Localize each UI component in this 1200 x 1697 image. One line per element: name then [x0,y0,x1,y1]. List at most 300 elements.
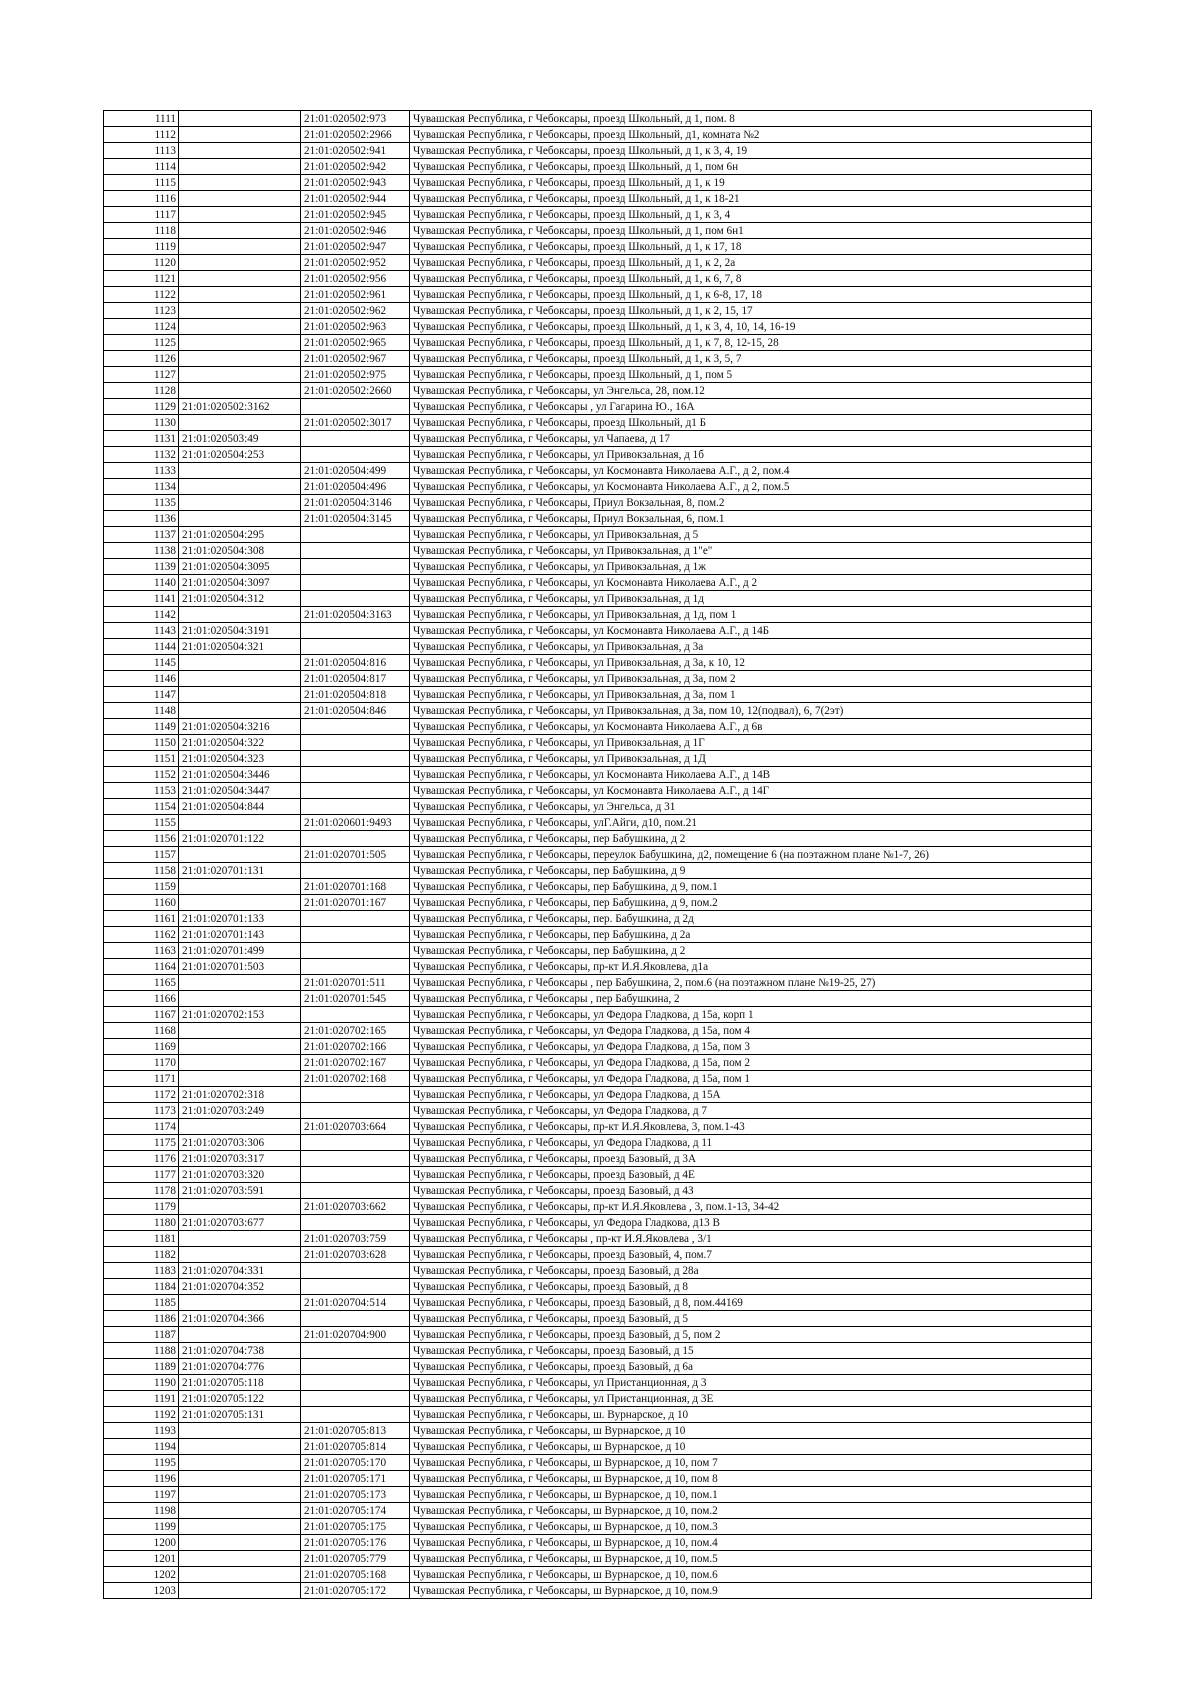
row-number-cell: 1202 [104,1567,179,1583]
premises-cadastral-number-cell: 21:01:020705:814 [301,1439,410,1455]
row-number-cell: 1177 [104,1167,179,1183]
table-row [104,1535,1092,1551]
address-cell: Чувашская Республика, г Чебоксары, проезд Школьный, д 1, пом 6н [410,159,1092,175]
land-cadastral-number-cell: 21:01:020703:677 [179,1215,301,1231]
row-number-cell: 1116 [104,191,179,207]
land-cadastral-number-cell [179,1071,301,1087]
land-cadastral-number-cell: 21:01:020704:331 [179,1263,301,1279]
address-cell: Чувашская Республика, г Чебоксары, проезд Базовый, 4, пом.7 [410,1247,1092,1263]
row-number-cell: 1189 [104,1359,179,1375]
land-cadastral-number-cell: 21:01:020504:253 [179,447,301,463]
address-cell: Чувашская Республика, г Чебоксары, ул Федора Гладкова, д 15а, пом 4 [410,1023,1092,1039]
address-cell: Чувашская Республика, г Чебоксары, ул Привокзальная, д 1ж [410,559,1092,575]
address-cell: Чувашская Республика, г Чебоксары, пер Бабушкина, д 2 [410,831,1092,847]
address-cell: Чувашская Республика, г Чебоксары, ш. Вурнарское, д 10 [410,1407,1092,1423]
table-row [104,911,1092,927]
premises-cadastral-number-cell: 21:01:020502:2660 [301,383,410,399]
premises-cadastral-number-cell [301,447,410,463]
table-row [104,767,1092,783]
row-number-cell: 1180 [104,1215,179,1231]
premises-cadastral-number-cell [301,431,410,447]
row-number-cell: 1143 [104,623,179,639]
premises-cadastral-number-cell: 21:01:020703:628 [301,1247,410,1263]
address-cell: Чувашская Республика, г Чебоксары, ул Федора Гладкова, д 15а, корп 1 [410,1007,1092,1023]
premises-cadastral-number-cell: 21:01:020502:945 [301,207,410,223]
address-cell: Чувашская Республика, г Чебоксары, ул Привокзальная, д 3а, пом 2 [410,671,1092,687]
address-cell: Чувашская Республика, г Чебоксары, проезд Школьный, д 1, к 3, 4, 10, 14, 16-19 [410,319,1092,335]
land-cadastral-number-cell [179,687,301,703]
land-cadastral-number-cell [179,159,301,175]
row-number-cell: 1134 [104,479,179,495]
land-cadastral-number-cell [179,1535,301,1551]
table-row [104,671,1092,687]
table-row [104,703,1092,719]
address-cell: Чувашская Республика, г Чебоксары, ул Федора Гладкова, д 15а, пом 2 [410,1055,1092,1071]
table-row [104,1167,1092,1183]
row-number-cell: 1150 [104,735,179,751]
table-row [104,991,1092,1007]
table-row [104,191,1092,207]
table-row [104,1359,1092,1375]
table-row [104,383,1092,399]
address-cell: Чувашская Республика, г Чебоксары, проезд Базовый, д 4Е [410,1167,1092,1183]
address-cell: Чувашская Республика, г Чебоксары, ул Привокзальная, д 1Г [410,735,1092,751]
premises-cadastral-number-cell: 21:01:020705:175 [301,1519,410,1535]
table-row [104,527,1092,543]
table-row [104,1055,1092,1071]
address-cell: Чувашская Республика, г Чебоксары, проезд Базовый, д 3А [410,1151,1092,1167]
address-cell: Чувашская Республика, г Чебоксары, ул Космонавта Николаева А.Г., д 14В [410,767,1092,783]
table-row [104,223,1092,239]
row-number-cell: 1111 [104,111,179,127]
premises-cadastral-number-cell: 21:01:020705:171 [301,1471,410,1487]
table-row [104,575,1092,591]
address-cell: Чувашская Республика, г Чебоксары, ш Вурнарское, д 10, пом.3 [410,1519,1092,1535]
premises-cadastral-number-cell: 21:01:020502:965 [301,335,410,351]
premises-cadastral-number-cell: 21:01:020701:545 [301,991,410,1007]
address-cell: Чувашская Республика, г Чебоксары, проезд Школьный, д 1, к 6, 7, 8 [410,271,1092,287]
premises-cadastral-number-cell: 21:01:020701:168 [301,879,410,895]
premises-cadastral-number-cell: 21:01:020502:956 [301,271,410,287]
row-number-cell: 1131 [104,431,179,447]
address-cell: Чувашская Республика, г Чебоксары, ш Вурнарское, д 10 [410,1439,1092,1455]
address-cell: Чувашская Республика, г Чебоксары, пер Бабушкина, д 9, пом.2 [410,895,1092,911]
row-number-cell: 1178 [104,1183,179,1199]
row-number-cell: 1201 [104,1551,179,1567]
land-cadastral-number-cell: 21:01:020504:3191 [179,623,301,639]
row-number-cell: 1166 [104,991,179,1007]
land-cadastral-number-cell: 21:01:020705:122 [179,1391,301,1407]
premises-cadastral-number-cell [301,831,410,847]
row-number-cell: 1159 [104,879,179,895]
row-number-cell: 1120 [104,255,179,271]
land-cadastral-number-cell [179,655,301,671]
land-cadastral-number-cell: 21:01:020701:131 [179,863,301,879]
row-number-cell: 1185 [104,1295,179,1311]
premises-cadastral-number-cell [301,543,410,559]
premises-cadastral-number-cell: 21:01:020502:973 [301,111,410,127]
premises-cadastral-number-cell: 21:01:020701:505 [301,847,410,863]
premises-cadastral-number-cell: 21:01:020705:170 [301,1455,410,1471]
address-cell: Чувашская Республика, г Чебоксары, ул Космонавта Николаева А.Г., д 2, пом.4 [410,463,1092,479]
land-cadastral-number-cell [179,511,301,527]
address-cell: Чувашская Республика, г Чебоксары, ул Пристанционная, д 3Е [410,1391,1092,1407]
row-number-cell: 1126 [104,351,179,367]
row-number-cell: 1191 [104,1391,179,1407]
premises-cadastral-number-cell: 21:01:020502:963 [301,319,410,335]
premises-cadastral-number-cell: 21:01:020502:944 [301,191,410,207]
table-row [104,847,1092,863]
table-row [104,1487,1092,1503]
row-number-cell: 1193 [104,1423,179,1439]
row-number-cell: 1144 [104,639,179,655]
land-cadastral-number-cell [179,271,301,287]
land-cadastral-number-cell [179,1455,301,1471]
address-cell: Чувашская Республика, г Чебоксары, ул Космонавта Николаева А.Г., д 14Б [410,623,1092,639]
table-row [104,1471,1092,1487]
table-row [104,543,1092,559]
row-number-cell: 1171 [104,1071,179,1087]
land-cadastral-number-cell [179,207,301,223]
land-cadastral-number-cell [179,1119,301,1135]
table-row [104,495,1092,511]
row-number-cell: 1170 [104,1055,179,1071]
address-cell: Чувашская Республика, г Чебоксары, проезд Базовый, д 28а [410,1263,1092,1279]
address-cell: Чувашская Республика, г Чебоксары, проезд Школьный, д 1, к 7, 8, 12-15, 28 [410,335,1092,351]
address-cell: Чувашская Республика, г Чебоксары, ул Космонавта Николаева А.Г., д 2 [410,575,1092,591]
land-cadastral-number-cell [179,255,301,271]
table-row [104,1583,1092,1599]
land-cadastral-number-cell [179,351,301,367]
address-cell: Чувашская Республика, г Чебоксары , ул Гагарина Ю., 16А [410,399,1092,415]
table-row [104,255,1092,271]
table-row [104,815,1092,831]
land-cadastral-number-cell [179,495,301,511]
table-row [104,335,1092,351]
premises-cadastral-number-cell: 21:01:020705:168 [301,1567,410,1583]
premises-cadastral-number-cell: 21:01:020504:817 [301,671,410,687]
address-cell: Чувашская Республика, г Чебоксары, пер Бабушкина, д 9, пом.1 [410,879,1092,895]
address-cell: Чувашская Республика, г Чебоксары, ул Привокзальная, д 1д [410,591,1092,607]
table-row [104,1215,1092,1231]
table-row [104,175,1092,191]
land-cadastral-number-cell [179,847,301,863]
land-cadastral-number-cell [179,319,301,335]
address-cell: Чувашская Республика, г Чебоксары, проезд Школьный, д 1, пом 5 [410,367,1092,383]
land-cadastral-number-cell [179,287,301,303]
address-cell: Чувашская Республика, г Чебоксары , пр-кт И.Я.Яковлева , 3/1 [410,1231,1092,1247]
land-cadastral-number-cell: 21:01:020701:503 [179,959,301,975]
premises-cadastral-number-cell: 21:01:020504:499 [301,463,410,479]
premises-cadastral-number-cell [301,1263,410,1279]
land-cadastral-number-cell [179,1567,301,1583]
table-row [104,719,1092,735]
table-row [104,1343,1092,1359]
address-cell: Чувашская Республика, г Чебоксары, ш Вурнарское, д 10, пом.1 [410,1487,1092,1503]
premises-cadastral-number-cell [301,799,410,815]
table-row [104,655,1092,671]
row-number-cell: 1137 [104,527,179,543]
premises-cadastral-number-cell: 21:01:020703:759 [301,1231,410,1247]
premises-cadastral-number-cell [301,575,410,591]
premises-cadastral-number-cell: 21:01:020502:967 [301,351,410,367]
address-cell: Чувашская Республика, г Чебоксары, проезд Школьный, д1, комната №2 [410,127,1092,143]
land-cadastral-number-cell: 21:01:020504:321 [179,639,301,655]
premises-cadastral-number-cell: 21:01:020504:3146 [301,495,410,511]
table-row [104,511,1092,527]
land-cadastral-number-cell [179,335,301,351]
address-cell: Чувашская Республика, г Чебоксары, проезд Школьный, д 1, к 3, 5, 7 [410,351,1092,367]
row-number-cell: 1139 [104,559,179,575]
address-cell: Чувашская Республика, г Чебоксары, проезд Школьный, д 1, к 3, 4, 19 [410,143,1092,159]
table-row [104,1439,1092,1455]
land-cadastral-number-cell [179,895,301,911]
premises-cadastral-number-cell [301,1343,410,1359]
table-row [104,1503,1092,1519]
premises-cadastral-number-cell [301,639,410,655]
address-cell: Чувашская Республика, г Чебоксары, проезд Базовый, д 8 [410,1279,1092,1295]
table-row [104,959,1092,975]
land-cadastral-number-cell [179,1055,301,1071]
land-cadastral-number-cell [179,1487,301,1503]
row-number-cell: 1183 [104,1263,179,1279]
premises-cadastral-number-cell: 21:01:020701:511 [301,975,410,991]
land-cadastral-number-cell: 21:01:020701:499 [179,943,301,959]
address-cell: Чувашская Республика, г Чебоксары, проезд Базовый, д 5 [410,1311,1092,1327]
row-number-cell: 1194 [104,1439,179,1455]
address-cell: Чувашская Республика, г Чебоксары, пр-кт И.Я.Яковлева, 3, пом.1-43 [410,1119,1092,1135]
row-number-cell: 1133 [104,463,179,479]
row-number-cell: 1154 [104,799,179,815]
land-cadastral-number-cell [179,367,301,383]
address-cell: Чувашская Республика, г Чебоксары, пер. Бабушкина, д 2д [410,911,1092,927]
row-number-cell: 1198 [104,1503,179,1519]
address-cell: Чувашская Республика, г Чебоксары, проезд Школьный, д 1, к 3, 4 [410,207,1092,223]
land-cadastral-number-cell: 21:01:020704:776 [179,1359,301,1375]
row-number-cell: 1146 [104,671,179,687]
row-number-cell: 1200 [104,1535,179,1551]
table-row [104,623,1092,639]
premises-cadastral-number-cell: 21:01:020502:952 [301,255,410,271]
address-cell: Чувашская Республика, г Чебоксары, ул Космонавта Николаева А.Г., д 14Г [410,783,1092,799]
land-cadastral-number-cell [179,383,301,399]
address-cell: Чувашская Республика, г Чебоксары, ул Привокзальная, д 1"е" [410,543,1092,559]
premises-cadastral-number-cell: 21:01:020704:900 [301,1327,410,1343]
premises-cadastral-number-cell: 21:01:020502:943 [301,175,410,191]
row-number-cell: 1125 [104,335,179,351]
premises-cadastral-number-cell: 21:01:020703:662 [301,1199,410,1215]
address-cell: Чувашская Республика, г Чебоксары, ш Вурнарское, д 10, пом.6 [410,1567,1092,1583]
land-cadastral-number-cell: 21:01:020504:3446 [179,767,301,783]
land-cadastral-number-cell: 21:01:020701:133 [179,911,301,927]
premises-cadastral-number-cell: 21:01:020502:947 [301,239,410,255]
row-number-cell: 1199 [104,1519,179,1535]
land-cadastral-number-cell: 21:01:020702:153 [179,1007,301,1023]
address-cell: Чувашская Республика, г Чебоксары, ул Привокзальная, д 3а, к 10, 12 [410,655,1092,671]
row-number-cell: 1136 [104,511,179,527]
address-cell: Чувашская Республика, г Чебоксары, пер Бабушкина, д 9 [410,863,1092,879]
property-table [103,110,1092,1599]
address-cell: Чувашская Республика, г Чебоксары, проезд Школьный, д 1, к 17, 18 [410,239,1092,255]
address-cell: Чувашская Республика, г Чебоксары, ул Привокзальная, д 3а, пом 1 [410,687,1092,703]
table-row [104,271,1092,287]
table-row [104,1327,1092,1343]
land-cadastral-number-cell: 21:01:020504:308 [179,543,301,559]
table-row [104,351,1092,367]
table-row [104,943,1092,959]
premises-cadastral-number-cell: 21:01:020502:941 [301,143,410,159]
table-row [104,431,1092,447]
land-cadastral-number-cell [179,223,301,239]
land-cadastral-number-cell: 21:01:020701:143 [179,927,301,943]
row-number-cell: 1128 [104,383,179,399]
premises-cadastral-number-cell [301,1407,410,1423]
address-cell: Чувашская Республика, г Чебоксары, ул Федора Гладкова, д 15А [410,1087,1092,1103]
land-cadastral-number-cell: 21:01:020504:3095 [179,559,301,575]
row-number-cell: 1181 [104,1231,179,1247]
premises-cadastral-number-cell [301,1311,410,1327]
table-row [104,1567,1092,1583]
premises-cadastral-number-cell: 21:01:020702:165 [301,1023,410,1039]
row-number-cell: 1162 [104,927,179,943]
table-row [104,1071,1092,1087]
address-cell: Чувашская Республика, г Чебоксары, проезд Школьный, д1 Б [410,415,1092,431]
premises-cadastral-number-cell [301,623,410,639]
land-cadastral-number-cell: 21:01:020704:738 [179,1343,301,1359]
row-number-cell: 1135 [104,495,179,511]
row-number-cell: 1197 [104,1487,179,1503]
row-number-cell: 1175 [104,1135,179,1151]
address-cell: Чувашская Республика, г Чебоксары, ул Федора Гладкова, д 15а, пом 1 [410,1071,1092,1087]
table-row [104,479,1092,495]
row-number-cell: 1129 [104,399,179,415]
table-row [104,1119,1092,1135]
premises-cadastral-number-cell [301,943,410,959]
row-number-cell: 1151 [104,751,179,767]
premises-cadastral-number-cell: 21:01:020702:166 [301,1039,410,1055]
row-number-cell: 1164 [104,959,179,975]
table-row [104,1023,1092,1039]
row-number-cell: 1173 [104,1103,179,1119]
address-cell: Чувашская Республика, г Чебоксары, проезд Базовый, д 8, пом.44169 [410,1295,1092,1311]
table-row [104,399,1092,415]
premises-cadastral-number-cell [301,863,410,879]
address-cell: Чувашская Республика, г Чебоксары, проезд Школьный, д 1, к 18-21 [410,191,1092,207]
land-cadastral-number-cell: 21:01:020504:3097 [179,575,301,591]
row-number-cell: 1156 [104,831,179,847]
land-cadastral-number-cell: 21:01:020504:312 [179,591,301,607]
address-cell: Чувашская Республика, г Чебоксары, ул Привокзальная, д 3а, пом 10, 12(подвал), 6, 7(2эт) [410,703,1092,719]
row-number-cell: 1127 [104,367,179,383]
table-row [104,863,1092,879]
premises-cadastral-number-cell: 21:01:020502:3017 [301,415,410,431]
premises-cadastral-number-cell [301,1391,410,1407]
premises-cadastral-number-cell [301,1167,410,1183]
table-row [104,1183,1092,1199]
land-cadastral-number-cell [179,1231,301,1247]
land-cadastral-number-cell: 21:01:020504:3447 [179,783,301,799]
address-cell: Чувашская Республика, г Чебоксары, проезд Базовый, д 15 [410,1343,1092,1359]
premises-cadastral-number-cell: 21:01:020504:3163 [301,607,410,623]
premises-cadastral-number-cell [301,1183,410,1199]
land-cadastral-number-cell: 21:01:020701:122 [179,831,301,847]
premises-cadastral-number-cell: 21:01:020705:174 [301,1503,410,1519]
address-cell: Чувашская Республика, г Чебоксары, проезд Школьный, д 1, к 2, 2а [410,255,1092,271]
table-row [104,1103,1092,1119]
row-number-cell: 1112 [104,127,179,143]
land-cadastral-number-cell [179,1295,301,1311]
address-cell: Чувашская Республика, г Чебоксары, ш Вурнарское, д 10, пом 7 [410,1455,1092,1471]
address-cell: Чувашская Республика, г Чебоксары, проезд Базовый, д 4З [410,1183,1092,1199]
premises-cadastral-number-cell [301,911,410,927]
land-cadastral-number-cell: 21:01:020703:320 [179,1167,301,1183]
table-row [104,303,1092,319]
table-row [104,111,1092,127]
land-cadastral-number-cell [179,303,301,319]
land-cadastral-number-cell [179,239,301,255]
land-cadastral-number-cell: 21:01:020703:249 [179,1103,301,1119]
table-row [104,1087,1092,1103]
table-row [104,1423,1092,1439]
land-cadastral-number-cell: 21:01:020705:118 [179,1375,301,1391]
premises-cadastral-number-cell [301,751,410,767]
table-row [104,831,1092,847]
premises-cadastral-number-cell [301,1359,410,1375]
row-number-cell: 1123 [104,303,179,319]
table-row [104,783,1092,799]
address-cell: Чувашская Республика, г Чебоксары, Приул Вокзальная, 6, пом.1 [410,511,1092,527]
table-row [104,895,1092,911]
table-row [104,1375,1092,1391]
table-row [104,639,1092,655]
table-row [104,1311,1092,1327]
land-cadastral-number-cell [179,143,301,159]
premises-cadastral-number-cell: 21:01:020502:2966 [301,127,410,143]
premises-cadastral-number-cell [301,591,410,607]
table-row [104,463,1092,479]
address-cell: Чувашская Республика, г Чебоксары, ул Космонавта Николаева А.Г., д 6в [410,719,1092,735]
row-number-cell: 1167 [104,1007,179,1023]
premises-cadastral-number-cell: 21:01:020502:942 [301,159,410,175]
table-row [104,1231,1092,1247]
land-cadastral-number-cell: 21:01:020703:306 [179,1135,301,1151]
table-row [104,591,1092,607]
premises-cadastral-number-cell: 21:01:020504:496 [301,479,410,495]
address-cell: Чувашская Республика, г Чебоксары, ул Федора Гладкова, д 11 [410,1135,1092,1151]
row-number-cell: 1155 [104,815,179,831]
land-cadastral-number-cell [179,111,301,127]
table-row [104,143,1092,159]
address-cell: Чувашская Республика, г Чебоксары, переулок Бабушкина, д2, помещение 6 (на поэтажном плане №1-7, 26) [410,847,1092,863]
row-number-cell: 1163 [104,943,179,959]
premises-cadastral-number-cell: 21:01:020502:975 [301,367,410,383]
table-row [104,799,1092,815]
table-row [104,735,1092,751]
land-cadastral-number-cell [179,415,301,431]
address-cell: Чувашская Республика, г Чебоксары, проезд Школьный, д 1, пом. 8 [410,111,1092,127]
land-cadastral-number-cell [179,1551,301,1567]
land-cadastral-number-cell: 21:01:020702:318 [179,1087,301,1103]
premises-cadastral-number-cell [301,399,410,415]
address-cell: Чувашская Республика, г Чебоксары, ул Энгельса, д 31 [410,799,1092,815]
row-number-cell: 1187 [104,1327,179,1343]
premises-cadastral-number-cell [301,735,410,751]
address-cell: Чувашская Республика, г Чебоксары, проезд Базовый, д 5, пом 2 [410,1327,1092,1343]
premises-cadastral-number-cell [301,767,410,783]
address-cell: Чувашская Республика, г Чебоксары, пер Бабушкина, д 2 [410,943,1092,959]
table-row [104,1391,1092,1407]
land-cadastral-number-cell [179,879,301,895]
